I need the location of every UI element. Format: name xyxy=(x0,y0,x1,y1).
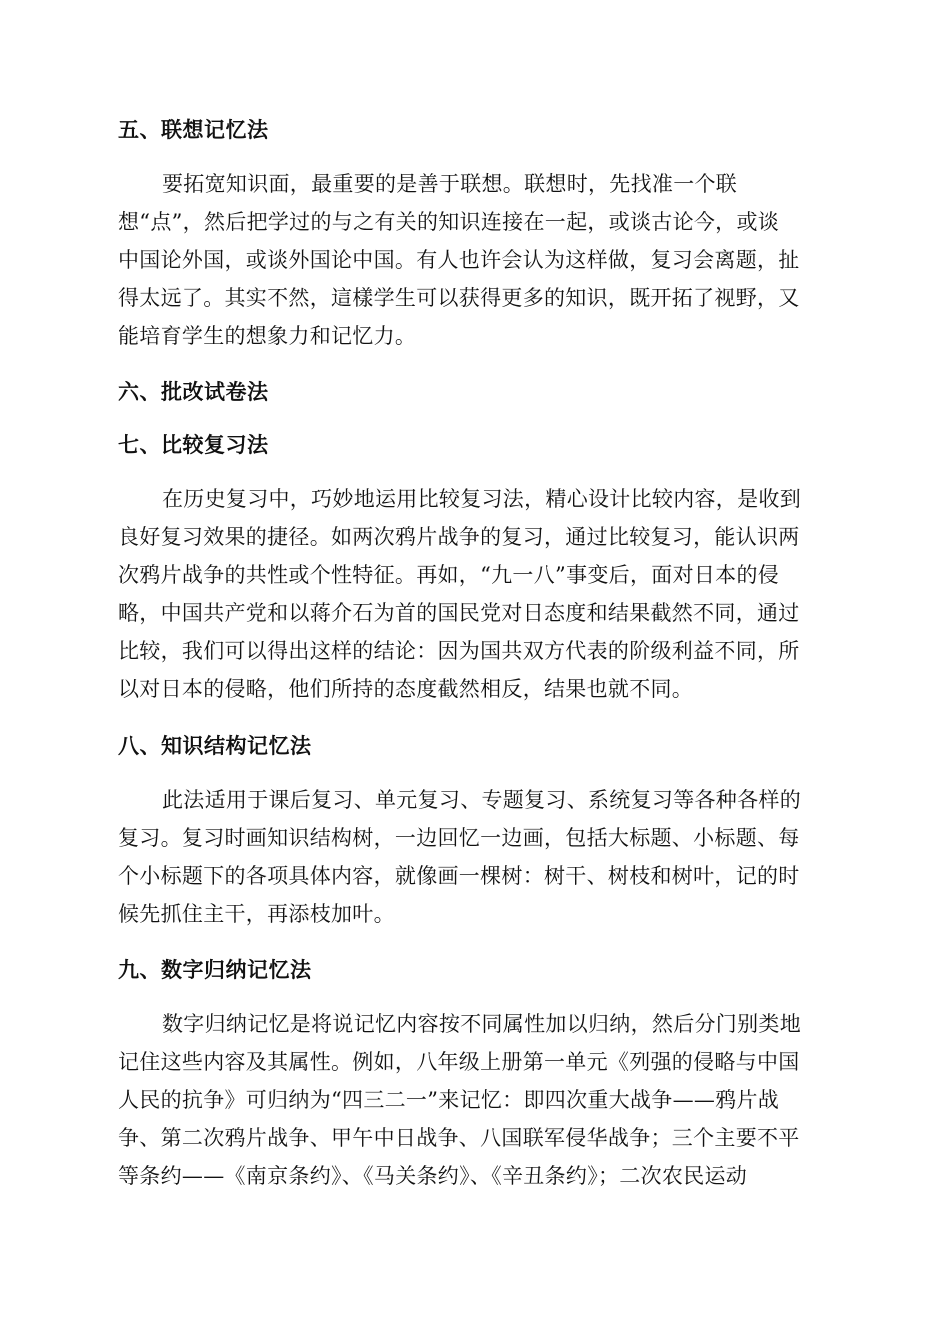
section-heading-7: 七、比较复习法 xyxy=(118,433,269,457)
section-heading-6: 六、批改试卷法 xyxy=(118,380,269,404)
paragraph-line: 记住这些内容及其属性。例如，八年级上册第一单元《列强的侵略与中国 xyxy=(118,1050,800,1074)
paragraph-line: 次鸦片战争的共性或个性特征。再如，“九一八”事变后，面对日本的侵 xyxy=(118,563,780,587)
paragraph-line: 要拓宽知识面，最重要的是善于联想。联想时，先找准一个联 xyxy=(162,172,738,196)
paragraph-line: 数字归纳记忆是将说记忆内容按不同属性加以归纳，然后分门别类地 xyxy=(162,1012,801,1036)
paragraph-line: 人民的抗争》可归纳为“四三二一”来记忆：即四次重大战争——鸦片战 xyxy=(118,1088,780,1112)
paragraph-line: 中国论外国，或谈外国论中国。有人也许会认为这样做，复习会离题，扯 xyxy=(118,248,800,272)
section-heading-8: 八、知识结构记忆法 xyxy=(118,734,312,758)
paragraph-line: 复习。复习时画知识结构树，一边回忆一边画，包括大标题、小标题、每 xyxy=(118,826,800,850)
paragraph-line: 在历史复习中，巧妙地运用比较复习法，精心设计比较内容，是收到 xyxy=(162,487,801,511)
paragraph-line: 得太远了。其实不然，這樣学生可以获得更多的知识，既开拓了视野，又 xyxy=(118,286,800,310)
paragraph-line: 比较，我们可以得出这样的结论：因为国共双方代表的阶级利益不同，所 xyxy=(118,639,800,663)
paragraph-line: 等条约——《南京条约》、《马关条约》、《辛丑条约》；二次农民运动 xyxy=(118,1164,748,1188)
paragraph-line: 此法适用于课后复习、单元复习、专题复习、系统复习等各种各样的 xyxy=(162,788,801,812)
paragraph-line: 略，中国共产党和以蒋介石为首的国民党对日态度和结果截然不同，通过 xyxy=(118,601,800,625)
section-heading-5: 五、联想记忆法 xyxy=(118,118,269,142)
paragraph-line: 以对日本的侵略，他们所持的态度截然相反，结果也就不同。 xyxy=(118,677,694,701)
paragraph-line: 个小标题下的各项具体内容，就像画一棵树：树干、树枝和树叶，记的时 xyxy=(118,864,800,888)
paragraph-line: 想“点”，然后把学过的与之有关的知识连接在一起，或谈古论今，或谈 xyxy=(118,210,780,234)
paragraph-line: 良好复习效果的捷径。如两次鸦片战争的复习，通过比较复习，能认识两 xyxy=(118,525,800,549)
section-heading-9: 九、数字归纳记忆法 xyxy=(118,958,312,982)
paragraph-line: 候先抓住主干，再添枝加叶。 xyxy=(118,902,395,926)
paragraph-line: 能培育学生的想象力和记忆力。 xyxy=(118,324,417,348)
paragraph-line: 争、第二次鸦片战争、甲午中日战争、八国联军侵华战争；三个主要不平 xyxy=(118,1126,800,1150)
